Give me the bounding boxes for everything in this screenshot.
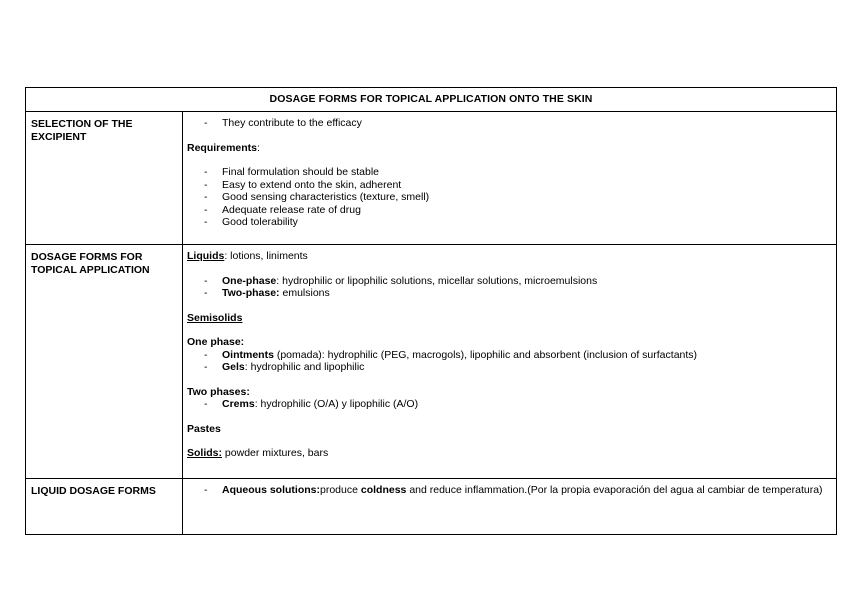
list-item: - Ointments (pomada): hydrophilic (PEG, macrogols), lipophilic and absorbent (inclusion of surfactants) <box>204 349 832 362</box>
list-item: - Gels: hydrophilic and lipophilic <box>204 361 832 374</box>
row-content-dosage-forms <box>183 245 837 479</box>
list-item: - Good sensing characteristics (texture, smell) <box>204 191 832 204</box>
one-phase-list <box>187 349 832 374</box>
dosage-forms-table <box>25 87 837 535</box>
list-item: - They contribute to the efficacy <box>204 117 832 130</box>
list-item: - One-phase: hydrophilic or lipophilic solutions, micellar solutions, microemulsions <box>204 275 832 288</box>
list-item: - Easy to extend onto the skin, adherent <box>204 179 832 192</box>
liquids-list <box>187 275 832 300</box>
semisolids-heading: Semisolids <box>187 311 243 324</box>
list-item: - Good tolerability <box>204 216 832 231</box>
row-label-liquid-forms <box>26 479 183 535</box>
list-item: - Adequate release rate of drug <box>204 204 832 217</box>
liquid-forms-list <box>187 484 832 497</box>
table-row-excipient <box>26 112 837 245</box>
list-item: - Crems: hydrophilic (O/A) y lipophilic (A/O) <box>204 398 832 411</box>
row-content-liquid-forms <box>183 479 837 535</box>
two-phases-heading: Two phases: <box>187 385 250 398</box>
two-phases-list <box>187 398 832 411</box>
row-label-dosage-forms <box>26 245 183 479</box>
pastes-heading: Pastes <box>187 422 221 435</box>
table-row-liquid-forms <box>26 479 837 535</box>
intro-list <box>187 117 832 130</box>
requirements-list <box>187 166 832 231</box>
one-phase-heading: One phase: <box>187 336 245 348</box>
excipient-label: SELECTION OF THE EXCIPIENT <box>31 118 133 143</box>
list-item: - Two-phase: emulsions <box>204 287 832 300</box>
list-item: - Final formulation should be stable <box>204 166 832 179</box>
list-item: - Aqueous solutions:produce coldness and reduce inflammation.(Por la propia evaporación del agua al cambiar de temperatura) <box>204 484 832 497</box>
dosage-forms-label: DOSAGE FORMS FOR TOPICAL APPLICATION <box>31 251 150 276</box>
row-content-excipient <box>183 112 837 245</box>
row-label-excipient <box>26 112 183 245</box>
requirements-heading: Requirements: <box>187 141 260 154</box>
table-row-dosage-forms <box>26 245 837 479</box>
solids-line: Solids: powder mixtures, bars <box>187 447 329 459</box>
table-title: DOSAGE FORMS FOR TOPICAL APPLICATION ONTO THE SKIN <box>26 88 837 112</box>
liquid-forms-label: LIQUID DOSAGE FORMS <box>31 485 156 497</box>
liquids-line: Liquids: lotions, liniments <box>187 250 308 262</box>
